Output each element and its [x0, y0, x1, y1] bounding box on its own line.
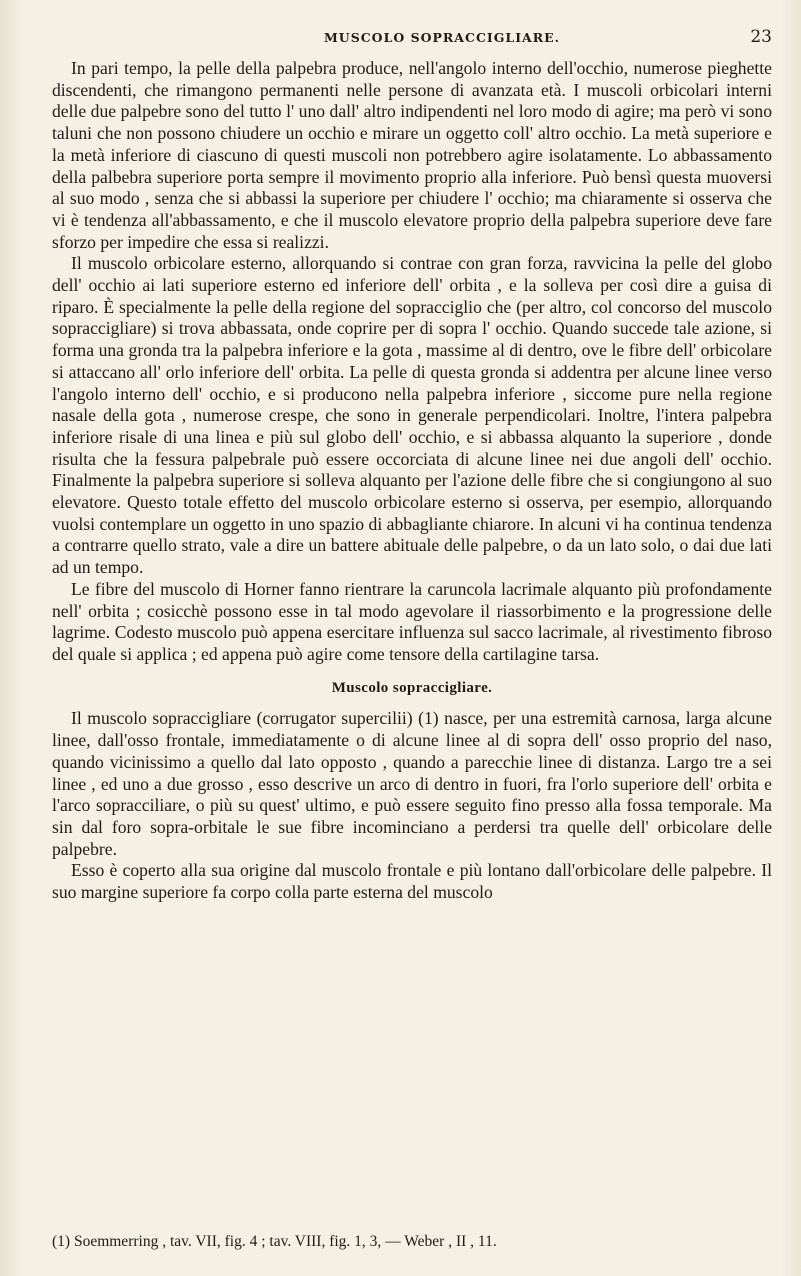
paragraph: Il muscolo orbicolare esterno, allorquando si contrae con gran forza, ravvicina la pelle del globo dell' occhio ai lati superiore esterno ed inferiore dell' orbita , e la solleva per così dire a guisa di riparo. È specialmente la pelle della regione del sopracciglio che (per altro, col concorso del muscolo sopraccigliare) si trova abbassata, onde coprire per di sopra l' occhio. Quando succede tale azione, si forma una gronda tra la palpebra inferiore e la gota , massime al di dentro, ove le fibre dell' orbicolare si attaccano all' orlo inferiore dell' orbita. La pelle di questa gronda si addentra per alcune linee verso l'angolo interno dell' occhio, e si producono nella palpebra inferiore , siccome pure nella regione nasale della gota , numerose crespe, che sono in generale perpendicolari. Inoltre, l'intera palpebra inferiore risale di una linea e più sul globo dell' occhio, e si abbassa alquanto la superiore , donde risulta che la fessura palpebrale può essere occorciata di alcune linee nei due angoli dell' occhio. Finalmente la palpebra superiore si solleva alquanto per l'azione delle fibre che si congiungono al suo elevatore. Questo totale effetto del muscolo orbicolare esterno si osserva, per esempio, allorquando vuolsi contemplare un oggetto in uno spazio di abbagliante chiarore. In alcuni vi ha continua tendenza a contrarre quello strato, vale a dire un battere abituale delle palpebre, o da un lato solo, o dai due lati ad un tempo.	[52, 253, 772, 578]
section-heading: Muscolo sopraccigliare.	[331, 679, 493, 696]
page-number: 23	[750, 27, 772, 47]
running-title: MUSCOLO SOPRACCIGLIARE.	[323, 30, 561, 45]
paragraph: In pari tempo, la pelle della palpebra produce, nell'angolo interno dell'occhio, numerose pieghette discendenti, che rimangono permanenti nelle persone di avanzata età. I muscoli orbicolari interni delle due palpebre sono del tutto l' uno dall' altro indipendenti nel loro modo di agire; ma però vi sono taluni che non possono chiudere un occhio e mirare un oggetto coll' altro occhio. La metà superiore e la metà inferiore di ciascuno di questi muscoli non potrebbero agire isolatamente. Lo abbassamento della palbebra superiore porta sempre il movimento proprio alla inferiore. Può bensì questa muoversi al suo modo , senza che si abbassi la superiore per chiudere l' occhio; ma chiaramente si osserva che vi è tendenza all'abbassamento, e che il muscolo elevatore proprio della palpebra superiore deve fare sforzo per impedire che essa si realizzi.	[52, 58, 772, 252]
page-header	[112, 27, 772, 50]
paragraph: Le fibre del muscolo di Horner fanno rientrare la caruncola lacrimale alquanto più profondamente nell' orbita ; cosicchè possono esse in tal modo agevolare il riassorbimento e la progressione delle lagrime. Codesto muscolo può appena esercitare influenza sul sacco lacrimale, al rivestimento fibroso del quale si applica ; ed appena può agire come tensore della cartilagine tarsa.	[52, 578, 772, 664]
paragraph: Esso è coperto alla sua origine dal muscolo frontale e più lontano dall'orbicolare delle palpebre. Il suo margine superiore fa corpo colla parte esterna del muscolo	[52, 860, 772, 903]
footnote: (1) Soemmerring , tav. VII, fig. 4 ; tav. VIII, fig. 1, 3, — Weber , II , 11.	[52, 1233, 497, 1250]
body-text	[52, 58, 772, 904]
paragraph: Il muscolo sopraccigliare (corrugator supercilii) (1) nasce, per una estremità carnosa, larga alcune linee, dall'osso frontale, immediatamente o di alcune linee al di sopra dell' osso proprio del naso, quando vicinissimo a quello dal lato opposto , quando a parecchie linee di distanza. Largo tre a sei linee , ed uno a due grosso , esso descrive un arco di dentro in fuori, fra l'orlo superiore dell' orbita e l'arco sopracciliare, o più su quest' ultimo, e può essere seguito fino presso alla fossa temporale. Ma sin dal foro sopra-orbitale le sue fibre incominciano a perdersi tra quelle dell' orbicolare delle palpebre.	[52, 708, 772, 859]
